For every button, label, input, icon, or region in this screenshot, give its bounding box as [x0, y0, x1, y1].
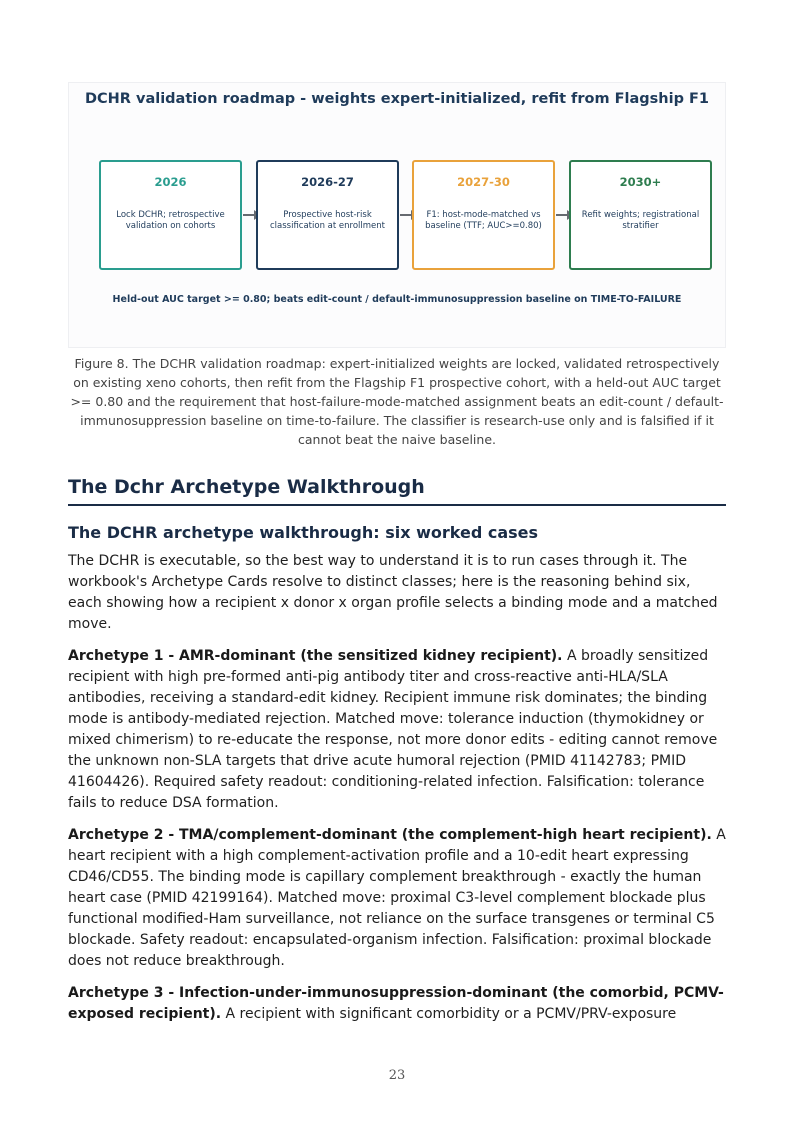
archetype-paragraph: [68, 983, 726, 1025]
archetype-text: A recipient with significant comorbidity or a PCMV/PRV-exposure: [221, 1006, 677, 1022]
figure-caption: Figure 8. The DCHR validation roadmap: expert-initialized weights are locked, validated retrospectively on existing xeno cohorts, then refit from the Flagship F1 prospective cohort, with a held-out AUC target >= 0.80 and the requirement that host-failure-mode-matched assignment beats an edit-count / default-immunosuppression baseline on time-to-failure. The classifier is research-use only and is falsified if it cannot beat the naive baseline.: [70, 356, 724, 447]
archetype-heading: Archetype 3 - Infection-under-immunosuppression-dominant (the comorbid, PCMV-exposed recipient).: [68, 985, 724, 1022]
intro-paragraph: The DCHR is executable, so the best way to understand it is to run cases through it. The workbook's Archetype Cards resolve to distinct classes; here is the reasoning behind six, each showing how a recipient x donor x organ profile selects a binding mode and a matched move.: [68, 553, 718, 632]
phase-description: Lock DCHR; retrospective validation on cohorts: [116, 210, 225, 231]
archetype-paragraph: [68, 825, 726, 972]
phase-year: 2026: [154, 175, 187, 189]
right-arrow-icon: [556, 214, 568, 216]
phase-box-2027-30: [412, 160, 555, 270]
archetype-heading: Archetype 1 - AMR-dominant (the sensitized kidney recipient).: [68, 648, 563, 664]
right-arrow-icon: [243, 214, 255, 216]
phase-year: 2030+: [619, 175, 662, 189]
right-arrow-icon: [400, 214, 412, 216]
archetype-heading: Archetype 2 - TMA/complement-dominant (the complement-high heart recipient).: [68, 827, 712, 843]
phase-box-2026: [99, 160, 242, 270]
phase-box-2026-27: [256, 160, 399, 270]
page-number: 23: [388, 1068, 406, 1083]
phase-description: Refit weights; registrational stratifier: [581, 210, 700, 231]
body-text: [68, 551, 726, 1036]
section-title: The Dchr Archetype Walkthrough: [68, 476, 726, 506]
phase-year: 2027-30: [457, 175, 510, 189]
figure-footer-note: Held-out AUC target >= 0.80; beats edit-count / default-immunosuppression baseline on TIME-TO-FAILURE: [112, 294, 682, 305]
archetype-paragraph: [68, 646, 726, 814]
archetype-text: A heart recipient with a high complement-activation profile and a 10-edit heart expressing CD46/CD55. The binding mode is capillary complement breakthrough - exactly the human heart case (PMID 42199164). Matched move: proximal C3-level complement blockade plus functional modified-Ham surveillance, not reliance on the surface transgenes or terminal C5 blockade. Safety readout: encapsulated-organism infection. Falsification: proximal blockade does not reduce breakthrough.: [68, 827, 726, 969]
phase-year: 2026-27: [301, 175, 354, 189]
phase-description: F1: host-mode-matched vs baseline (TTF; AUC>=0.80): [425, 210, 542, 231]
subsection-title: The DCHR archetype walkthrough: six worked cases: [68, 523, 539, 542]
phase-description: Prospective host-risk classification at enrollment: [269, 210, 385, 231]
figure-title: DCHR validation roadmap - weights expert-initialized, refit from Flagship F1: [84, 91, 710, 107]
roadmap-figure: [68, 82, 726, 348]
archetype-text: A broadly sensitized recipient with high pre-formed anti-pig antibody titer and cross-reactive anti-HLA/SLA antibodies, receiving a standard-edit kidney. Recipient immune risk dominates; the binding mode is antibody-mediated rejection. Matched move: tolerance induction (thymokidney or mixed chimerism) to re-educate the response, not more donor edits - editing cannot remove the unknown non-SLA targets that drive acute humoral rejection (PMID 41142783; PMID 41604426). Required safety readout: conditioning-related infection. Falsification: tolerance fails to reduce DSA formation.: [68, 648, 718, 811]
phase-box-2030-plus: [569, 160, 712, 270]
